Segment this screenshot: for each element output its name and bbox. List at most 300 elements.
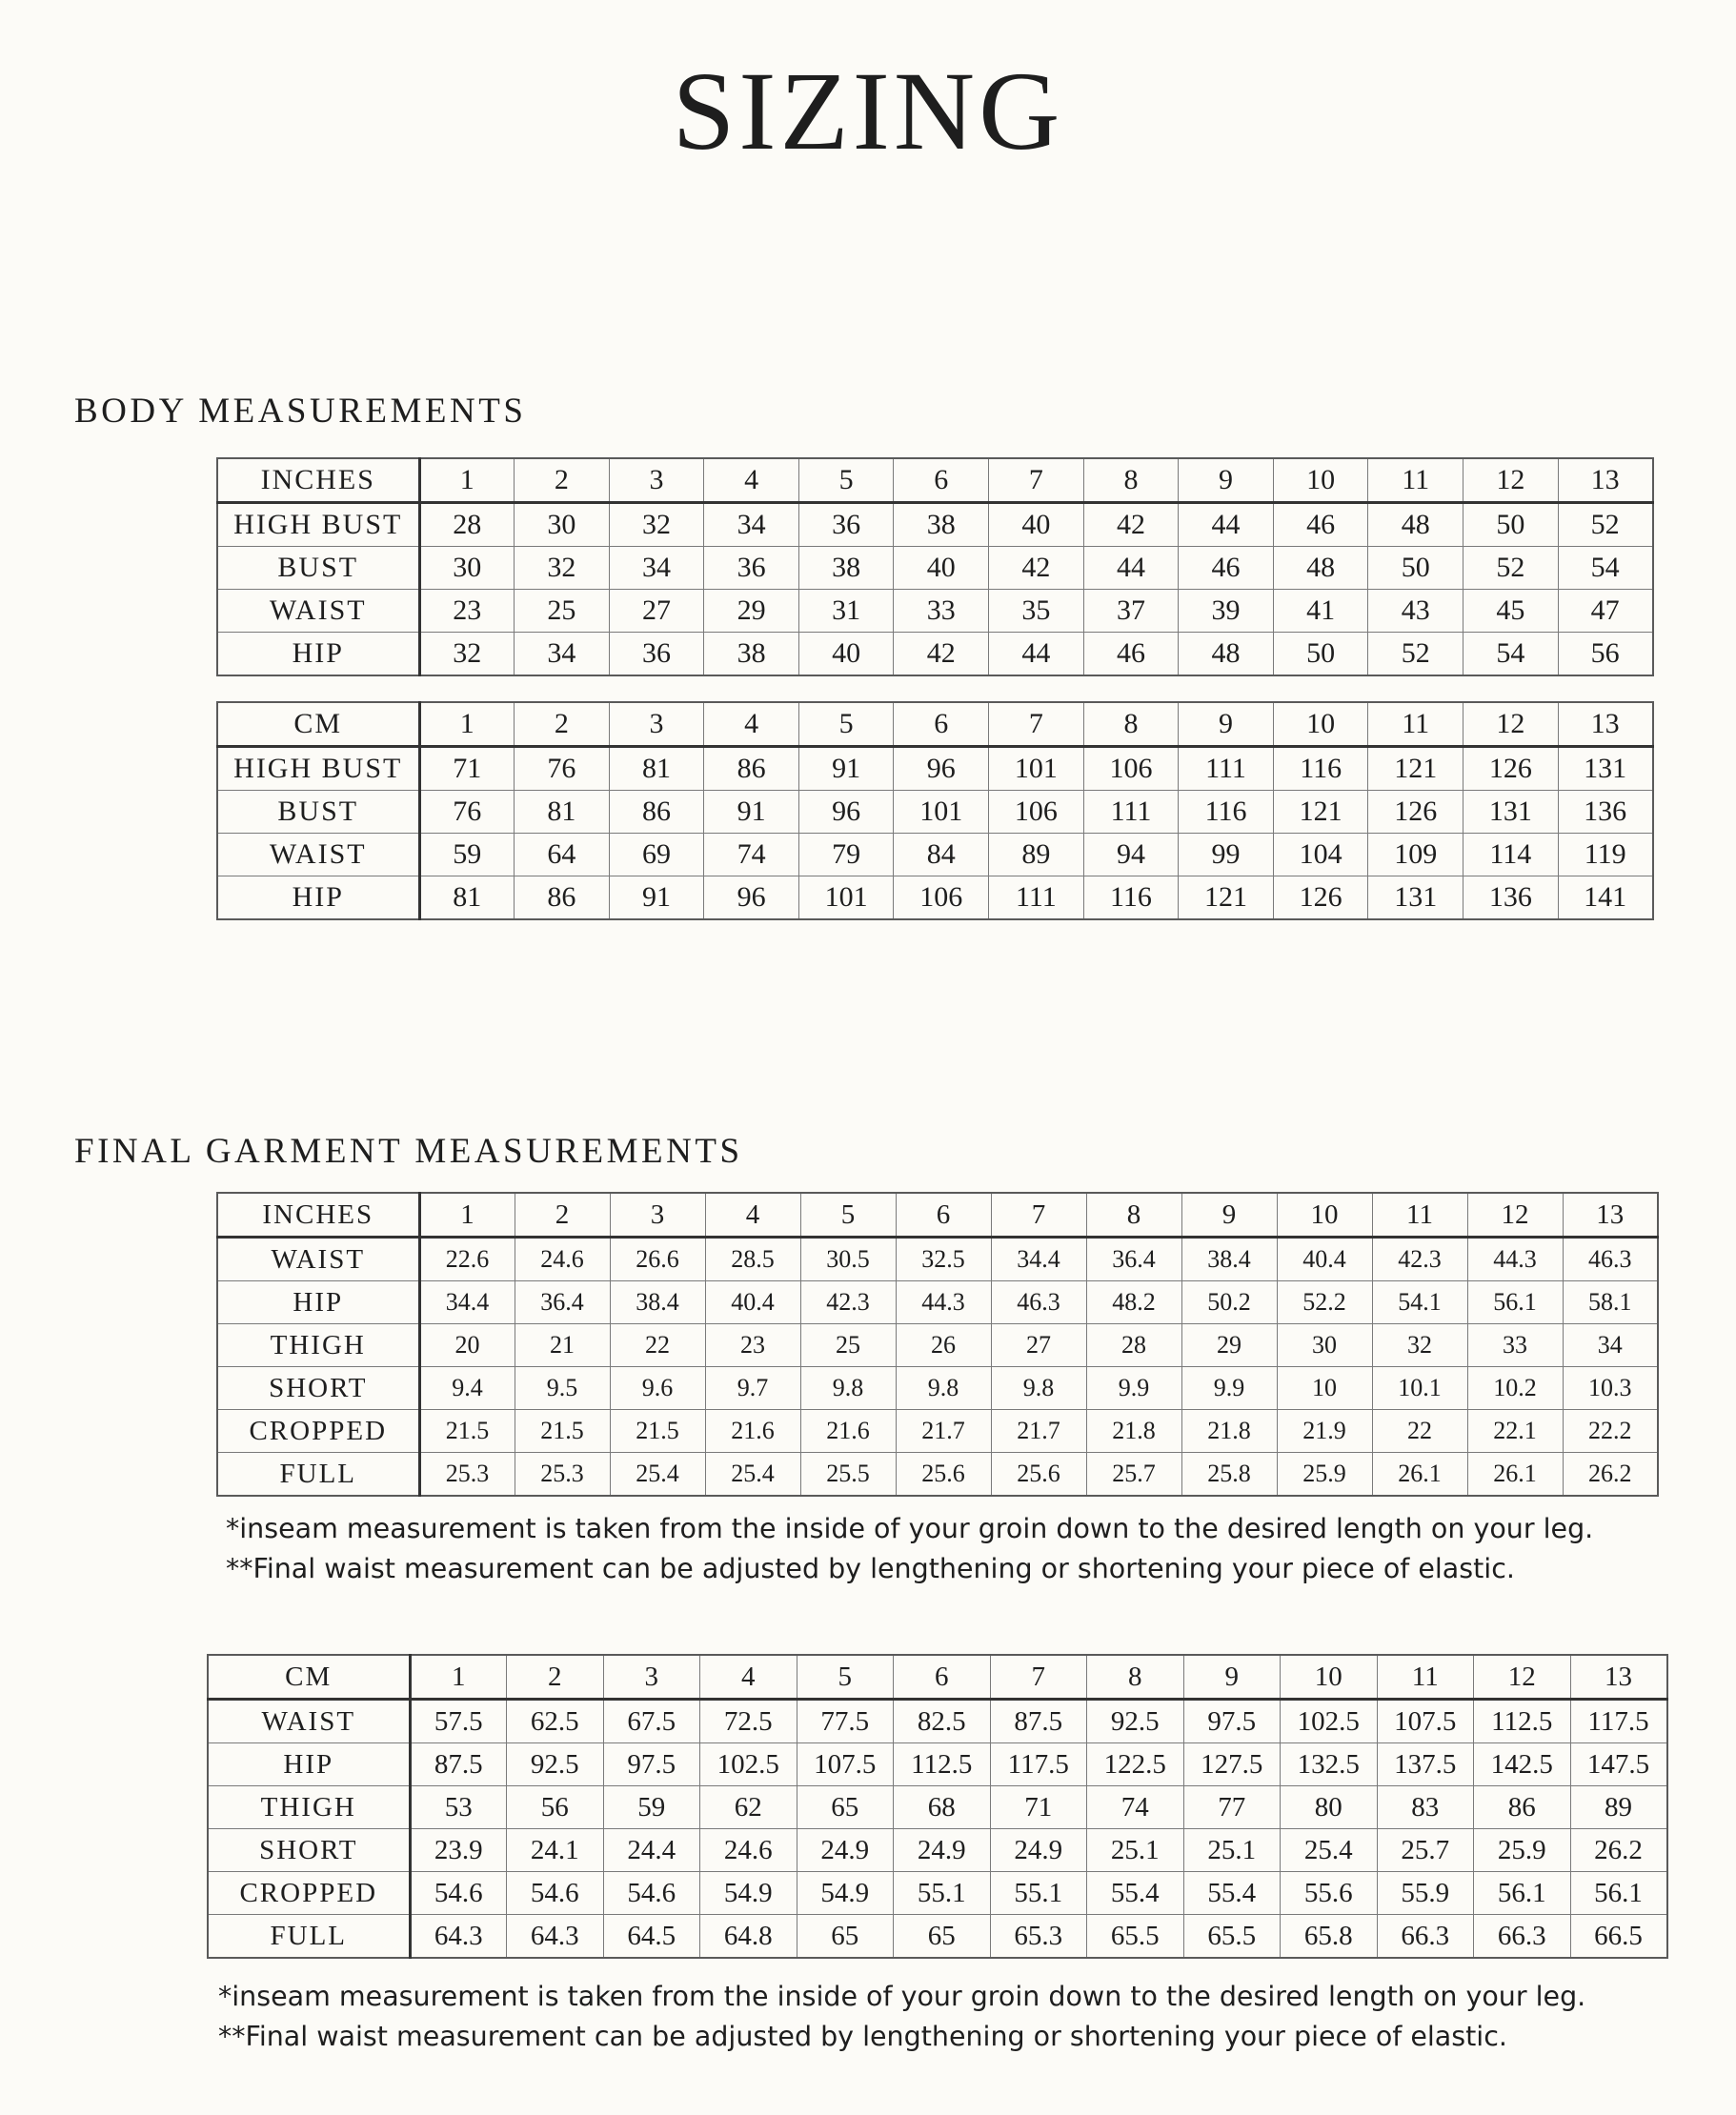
- measurement-value: 106: [989, 791, 1084, 834]
- size-header: 8: [1083, 702, 1179, 747]
- measurement-value: 76: [419, 791, 515, 834]
- measurement-value: 32: [515, 547, 610, 590]
- size-header: 7: [989, 458, 1084, 503]
- table-row: [217, 503, 1653, 547]
- measurement-value: 22: [610, 1324, 705, 1367]
- size-header: 9: [1179, 702, 1274, 747]
- size-header: 11: [1372, 1193, 1467, 1238]
- measurement-value: 112.5: [894, 1743, 991, 1786]
- table-row: [217, 547, 1653, 590]
- measurement-value: 9.8: [896, 1367, 991, 1410]
- measurement-value: 21.5: [419, 1410, 515, 1453]
- measurement-value: 54.9: [797, 1872, 894, 1915]
- size-header: 5: [798, 458, 894, 503]
- measurement-value: 42: [894, 633, 989, 676]
- size-header: 7: [990, 1655, 1087, 1700]
- measurement-label: THIGH: [217, 1324, 419, 1367]
- measurement-value: 9.8: [991, 1367, 1086, 1410]
- inseam-note: *inseam measurement is taken from the inside of your groin down to the desired length on your leg.: [226, 1513, 1594, 1544]
- table-row: [217, 1238, 1658, 1281]
- measurement-value: 34.4: [419, 1281, 515, 1324]
- header-row: [217, 702, 1653, 747]
- measurement-value: 28: [419, 503, 515, 547]
- measurement-value: 36: [609, 633, 704, 676]
- measurement-label: WAIST: [208, 1700, 410, 1743]
- size-header: 10: [1281, 1655, 1378, 1700]
- size-header: 6: [894, 702, 989, 747]
- size-header: 12: [1474, 1655, 1571, 1700]
- measurement-value: 25.4: [705, 1453, 800, 1497]
- measurement-value: 89: [1570, 1786, 1667, 1829]
- header-row: [208, 1655, 1667, 1700]
- measurement-value: 66.3: [1377, 1915, 1474, 1959]
- measurement-value: 54: [1558, 547, 1653, 590]
- measurement-value: 136: [1558, 791, 1653, 834]
- measurement-value: 101: [989, 747, 1084, 791]
- measurement-value: 32: [609, 503, 704, 547]
- table-row: [217, 1453, 1658, 1497]
- size-header: 8: [1086, 1193, 1181, 1238]
- measurement-value: 42.3: [800, 1281, 896, 1324]
- body-cm-table: [216, 701, 1654, 920]
- measurement-value: 121: [1179, 876, 1274, 920]
- size-header: 7: [989, 702, 1084, 747]
- measurement-value: 54.9: [700, 1872, 797, 1915]
- measurement-value: 48: [1368, 503, 1463, 547]
- measurement-value: 65: [797, 1915, 894, 1959]
- measurement-label: HIP: [217, 1281, 419, 1324]
- size-header: 13: [1563, 1193, 1658, 1238]
- size-header: 2: [515, 1193, 610, 1238]
- measurement-value: 40: [989, 503, 1084, 547]
- measurement-value: 44: [989, 633, 1084, 676]
- measurement-value: 42.3: [1372, 1238, 1467, 1281]
- measurement-value: 65: [797, 1786, 894, 1829]
- measurement-value: 24.4: [603, 1829, 700, 1872]
- size-header: 11: [1377, 1655, 1474, 1700]
- measurement-value: 77: [1183, 1786, 1281, 1829]
- measurement-value: 102.5: [700, 1743, 797, 1786]
- measurement-label: WAIST: [217, 590, 419, 633]
- measurement-value: 107.5: [797, 1743, 894, 1786]
- unit-label: INCHES: [217, 1193, 419, 1238]
- size-header: 9: [1183, 1655, 1281, 1700]
- measurement-label: HIP: [217, 633, 419, 676]
- measurement-value: 84: [894, 834, 989, 876]
- size-header: 9: [1179, 458, 1274, 503]
- measurement-value: 86: [515, 876, 610, 920]
- size-header: 8: [1083, 458, 1179, 503]
- measurement-label: SHORT: [217, 1367, 419, 1410]
- measurement-value: 56: [1558, 633, 1653, 676]
- measurement-value: 24.6: [700, 1829, 797, 1872]
- measurement-value: 22: [1372, 1410, 1467, 1453]
- measurement-value: 26: [896, 1324, 991, 1367]
- measurement-value: 81: [609, 747, 704, 791]
- measurement-value: 119: [1558, 834, 1653, 876]
- size-header: 4: [705, 1193, 800, 1238]
- measurement-value: 26.6: [610, 1238, 705, 1281]
- measurement-value: 127.5: [1183, 1743, 1281, 1786]
- measurement-value: 37: [1083, 590, 1179, 633]
- table-row: [217, 590, 1653, 633]
- measurement-value: 21.6: [705, 1410, 800, 1453]
- measurement-value: 68: [894, 1786, 991, 1829]
- header-row: [217, 1193, 1658, 1238]
- measurement-value: 107.5: [1377, 1700, 1474, 1743]
- measurement-value: 64.3: [507, 1915, 604, 1959]
- measurement-value: 71: [990, 1786, 1087, 1829]
- body-measurements-heading: BODY MEASUREMENTS: [74, 392, 527, 431]
- measurement-value: 64.3: [410, 1915, 507, 1959]
- measurement-value: 24.6: [515, 1238, 610, 1281]
- size-header: 4: [704, 458, 799, 503]
- measurement-value: 25.6: [896, 1453, 991, 1497]
- size-header: 3: [603, 1655, 700, 1700]
- size-header: 3: [609, 458, 704, 503]
- measurement-value: 82.5: [894, 1700, 991, 1743]
- measurement-value: 52: [1368, 633, 1463, 676]
- measurement-value: 96: [894, 747, 989, 791]
- measurement-value: 62: [700, 1786, 797, 1829]
- measurement-value: 116: [1179, 791, 1274, 834]
- measurement-value: 29: [704, 590, 799, 633]
- measurement-value: 10.2: [1467, 1367, 1563, 1410]
- measurement-value: 21.7: [896, 1410, 991, 1453]
- size-header: 10: [1273, 458, 1368, 503]
- size-header: 4: [700, 1655, 797, 1700]
- size-header: 12: [1463, 702, 1559, 747]
- measurement-value: 56.1: [1474, 1872, 1571, 1915]
- measurement-label: HIP: [208, 1743, 410, 1786]
- measurement-value: 9.5: [515, 1367, 610, 1410]
- measurement-value: 55.6: [1281, 1872, 1378, 1915]
- table-row: [208, 1872, 1667, 1915]
- unit-label: CM: [217, 702, 419, 747]
- size-header: 2: [515, 702, 610, 747]
- table-row: [217, 747, 1653, 791]
- measurement-value: 40: [894, 547, 989, 590]
- table-row: [217, 791, 1653, 834]
- measurement-value: 26.1: [1372, 1453, 1467, 1497]
- measurement-value: 91: [609, 876, 704, 920]
- measurement-value: 59: [419, 834, 515, 876]
- size-header: 4: [704, 702, 799, 747]
- table-row: [217, 834, 1653, 876]
- measurement-value: 116: [1083, 876, 1179, 920]
- measurement-value: 25.1: [1087, 1829, 1184, 1872]
- measurement-label: HIGH BUST: [217, 503, 419, 547]
- measurement-value: 54: [1463, 633, 1559, 676]
- measurement-value: 25.4: [610, 1453, 705, 1497]
- measurement-value: 28.5: [705, 1238, 800, 1281]
- table-row: [217, 1281, 1658, 1324]
- measurement-value: 62.5: [507, 1700, 604, 1743]
- size-header: 5: [798, 702, 894, 747]
- measurement-value: 21.6: [800, 1410, 896, 1453]
- measurement-value: 83: [1377, 1786, 1474, 1829]
- measurement-value: 111: [1179, 747, 1274, 791]
- size-header: 1: [410, 1655, 507, 1700]
- measurement-label: BUST: [217, 791, 419, 834]
- measurement-value: 65.5: [1087, 1915, 1184, 1959]
- size-header: 8: [1087, 1655, 1184, 1700]
- measurement-value: 86: [1474, 1786, 1571, 1829]
- measurement-value: 80: [1281, 1786, 1378, 1829]
- table-row: [208, 1786, 1667, 1829]
- measurement-value: 25.6: [991, 1453, 1086, 1497]
- measurement-value: 81: [515, 791, 610, 834]
- measurement-value: 106: [1083, 747, 1179, 791]
- measurement-value: 25.7: [1086, 1453, 1181, 1497]
- measurement-value: 41: [1273, 590, 1368, 633]
- size-header: 6: [894, 1655, 991, 1700]
- measurement-value: 22.1: [1467, 1410, 1563, 1453]
- measurement-value: 30: [1277, 1324, 1372, 1367]
- measurement-value: 87.5: [410, 1743, 507, 1786]
- measurement-value: 34: [704, 503, 799, 547]
- measurement-value: 72.5: [700, 1700, 797, 1743]
- measurement-value: 30.5: [800, 1238, 896, 1281]
- size-header: 3: [609, 702, 704, 747]
- size-header: 11: [1368, 458, 1463, 503]
- measurement-value: 27: [609, 590, 704, 633]
- measurement-value: 9.6: [610, 1367, 705, 1410]
- measurement-value: 147.5: [1570, 1743, 1667, 1786]
- measurement-value: 38: [704, 633, 799, 676]
- size-header: 2: [515, 458, 610, 503]
- measurement-value: 47: [1558, 590, 1653, 633]
- size-header: 1: [419, 702, 515, 747]
- measurement-value: 122.5: [1087, 1743, 1184, 1786]
- measurement-value: 102.5: [1281, 1700, 1378, 1743]
- measurement-label: FULL: [208, 1915, 410, 1959]
- measurement-value: 74: [704, 834, 799, 876]
- final-garment-heading: FINAL GARMENT MEASUREMENTS: [74, 1132, 743, 1171]
- header-row: [217, 458, 1653, 503]
- measurement-value: 64: [515, 834, 610, 876]
- measurement-value: 131: [1558, 747, 1653, 791]
- measurement-label: WAIST: [217, 1238, 419, 1281]
- measurement-value: 114: [1463, 834, 1559, 876]
- measurement-value: 36.4: [515, 1281, 610, 1324]
- measurement-value: 21.5: [610, 1410, 705, 1453]
- measurement-value: 126: [1273, 876, 1368, 920]
- measurement-value: 126: [1463, 747, 1559, 791]
- table-row: [208, 1915, 1667, 1959]
- measurement-value: 23.9: [410, 1829, 507, 1872]
- measurement-value: 117.5: [1570, 1700, 1667, 1743]
- measurement-value: 99: [1179, 834, 1274, 876]
- measurement-value: 57.5: [410, 1700, 507, 1743]
- size-header: 6: [896, 1193, 991, 1238]
- measurement-value: 26.2: [1570, 1829, 1667, 1872]
- measurement-value: 54.6: [603, 1872, 700, 1915]
- table-row: [217, 876, 1653, 920]
- measurement-value: 21.7: [991, 1410, 1086, 1453]
- measurement-value: 23: [419, 590, 515, 633]
- measurement-value: 40.4: [1277, 1238, 1372, 1281]
- size-header: 13: [1558, 458, 1653, 503]
- measurement-value: 121: [1368, 747, 1463, 791]
- measurement-value: 24.9: [894, 1829, 991, 1872]
- measurement-value: 25.5: [800, 1453, 896, 1497]
- size-header: 1: [419, 458, 515, 503]
- measurement-value: 48: [1273, 547, 1368, 590]
- measurement-label: FULL: [217, 1453, 419, 1497]
- table-row: [217, 633, 1653, 676]
- measurement-value: 131: [1368, 876, 1463, 920]
- size-header: 13: [1558, 702, 1653, 747]
- measurement-value: 55.1: [990, 1872, 1087, 1915]
- measurement-value: 111: [1083, 791, 1179, 834]
- measurement-value: 46.3: [991, 1281, 1086, 1324]
- measurement-value: 59: [603, 1786, 700, 1829]
- measurement-value: 36: [798, 503, 894, 547]
- measurement-value: 56.1: [1467, 1281, 1563, 1324]
- measurement-value: 94: [1083, 834, 1179, 876]
- measurement-value: 25.1: [1183, 1829, 1281, 1872]
- table-row: [217, 1324, 1658, 1367]
- measurement-value: 109: [1368, 834, 1463, 876]
- measurement-value: 74: [1087, 1786, 1184, 1829]
- measurement-value: 104: [1273, 834, 1368, 876]
- measurement-value: 132.5: [1281, 1743, 1378, 1786]
- measurement-value: 89: [989, 834, 1084, 876]
- size-header: 12: [1463, 458, 1559, 503]
- measurement-value: 25.3: [515, 1453, 610, 1497]
- measurement-value: 24.1: [507, 1829, 604, 1872]
- measurement-value: 69: [609, 834, 704, 876]
- measurement-value: 91: [704, 791, 799, 834]
- measurement-value: 66.5: [1570, 1915, 1667, 1959]
- measurement-value: 92.5: [507, 1743, 604, 1786]
- measurement-value: 52: [1463, 547, 1559, 590]
- measurement-value: 46: [1273, 503, 1368, 547]
- measurement-label: WAIST: [217, 834, 419, 876]
- measurement-value: 30: [419, 547, 515, 590]
- measurement-value: 21.8: [1181, 1410, 1277, 1453]
- measurement-value: 142.5: [1474, 1743, 1571, 1786]
- measurement-value: 52: [1558, 503, 1653, 547]
- measurement-value: 48: [1179, 633, 1274, 676]
- measurement-value: 67.5: [603, 1700, 700, 1743]
- measurement-value: 40.4: [705, 1281, 800, 1324]
- measurement-value: 42: [1083, 503, 1179, 547]
- measurement-value: 30: [515, 503, 610, 547]
- measurement-value: 34: [515, 633, 610, 676]
- waist-elastic-note-cm: **Final waist measurement can be adjusted by lengthening or shortening your piece of elastic.: [218, 2021, 1507, 2052]
- measurement-value: 25.9: [1277, 1453, 1372, 1497]
- measurement-value: 126: [1368, 791, 1463, 834]
- measurement-value: 10.3: [1563, 1367, 1658, 1410]
- measurement-value: 106: [894, 876, 989, 920]
- measurement-value: 44.3: [896, 1281, 991, 1324]
- measurement-value: 25.8: [1181, 1453, 1277, 1497]
- measurement-value: 116: [1273, 747, 1368, 791]
- measurement-value: 23: [705, 1324, 800, 1367]
- measurement-value: 27: [991, 1324, 1086, 1367]
- measurement-value: 96: [798, 791, 894, 834]
- measurement-value: 9.4: [419, 1367, 515, 1410]
- measurement-value: 91: [798, 747, 894, 791]
- measurement-value: 55.4: [1183, 1872, 1281, 1915]
- measurement-value: 10: [1277, 1367, 1372, 1410]
- measurement-value: 22.6: [419, 1238, 515, 1281]
- measurement-value: 38: [798, 547, 894, 590]
- measurement-label: HIGH BUST: [217, 747, 419, 791]
- measurement-value: 9.8: [800, 1367, 896, 1410]
- table-row: [217, 1367, 1658, 1410]
- measurement-value: 97.5: [603, 1743, 700, 1786]
- measurement-value: 25.7: [1377, 1829, 1474, 1872]
- measurement-value: 112.5: [1474, 1700, 1571, 1743]
- measurement-value: 64.5: [603, 1915, 700, 1959]
- measurement-value: 43: [1368, 590, 1463, 633]
- measurement-value: 65: [894, 1915, 991, 1959]
- measurement-value: 9.7: [705, 1367, 800, 1410]
- size-header: 11: [1368, 702, 1463, 747]
- measurement-value: 65.5: [1183, 1915, 1281, 1959]
- measurement-value: 9.9: [1086, 1367, 1181, 1410]
- measurement-value: 77.5: [797, 1700, 894, 1743]
- size-header: 9: [1181, 1193, 1277, 1238]
- garment-cm-table: [207, 1654, 1668, 1959]
- measurement-value: 29: [1181, 1324, 1277, 1367]
- measurement-label: HIP: [217, 876, 419, 920]
- measurement-value: 10.1: [1372, 1367, 1467, 1410]
- measurement-value: 46.3: [1563, 1238, 1658, 1281]
- measurement-value: 34.4: [991, 1238, 1086, 1281]
- measurement-value: 141: [1558, 876, 1653, 920]
- measurement-value: 26.1: [1467, 1453, 1563, 1497]
- measurement-value: 137.5: [1377, 1743, 1474, 1786]
- measurement-value: 9.9: [1181, 1367, 1277, 1410]
- table-row: [217, 1410, 1658, 1453]
- measurement-label: CROPPED: [217, 1410, 419, 1453]
- body-inches-table: [216, 457, 1654, 676]
- measurement-value: 25.3: [419, 1453, 515, 1497]
- size-header: 10: [1273, 702, 1368, 747]
- measurement-value: 52.2: [1277, 1281, 1372, 1324]
- measurement-value: 111: [989, 876, 1084, 920]
- measurement-value: 81: [419, 876, 515, 920]
- measurement-value: 117.5: [990, 1743, 1087, 1786]
- measurement-value: 34: [609, 547, 704, 590]
- measurement-value: 56: [507, 1786, 604, 1829]
- measurement-value: 44.3: [1467, 1238, 1563, 1281]
- measurement-value: 66.3: [1474, 1915, 1571, 1959]
- measurement-value: 28: [1086, 1324, 1181, 1367]
- measurement-value: 54.1: [1372, 1281, 1467, 1324]
- measurement-value: 54.6: [410, 1872, 507, 1915]
- measurement-value: 50: [1463, 503, 1559, 547]
- measurement-label: SHORT: [208, 1829, 410, 1872]
- measurement-value: 121: [1273, 791, 1368, 834]
- measurement-value: 36.4: [1086, 1238, 1181, 1281]
- waist-elastic-note: **Final waist measurement can be adjusted by lengthening or shortening your piece of elastic.: [226, 1553, 1515, 1584]
- measurement-label: THIGH: [208, 1786, 410, 1829]
- measurement-value: 86: [609, 791, 704, 834]
- measurement-value: 131: [1463, 791, 1559, 834]
- measurement-value: 65.8: [1281, 1915, 1378, 1959]
- size-header: 5: [797, 1655, 894, 1700]
- size-header: 2: [507, 1655, 604, 1700]
- measurement-value: 101: [894, 791, 989, 834]
- measurement-value: 64.8: [700, 1915, 797, 1959]
- measurement-value: 21.8: [1086, 1410, 1181, 1453]
- measurement-value: 24.9: [797, 1829, 894, 1872]
